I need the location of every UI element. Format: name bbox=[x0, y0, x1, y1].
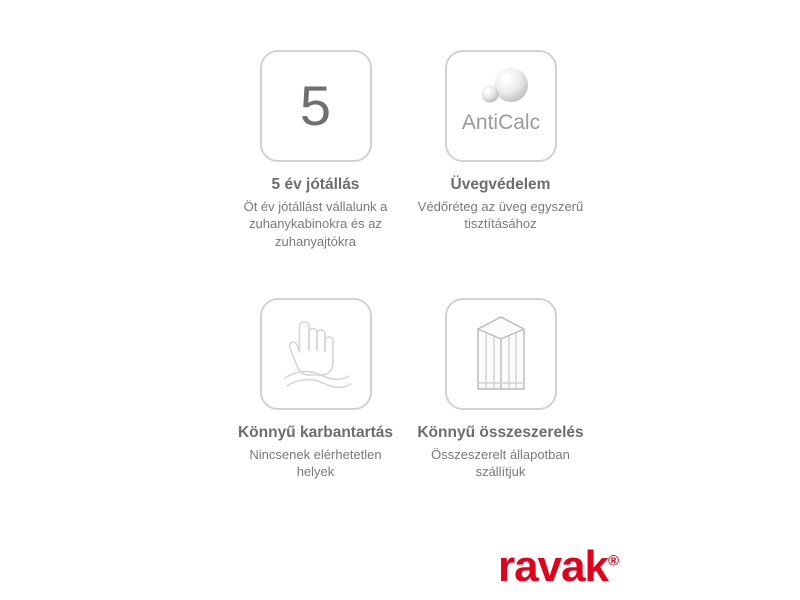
icon-box-easy-maintenance bbox=[260, 298, 372, 410]
feature-desc-easy-assembly: Összeszerelt állapotban szállítjuk bbox=[431, 446, 570, 480]
feature-title-easy-maintenance: Könnyű karbantartás bbox=[237, 424, 394, 442]
feature-easy-maintenance bbox=[228, 298, 403, 481]
feature-title-easy-assembly: Könnyű összeszerelés bbox=[417, 424, 584, 442]
anticalc-icon bbox=[453, 61, 549, 151]
feature-glass-protection bbox=[413, 50, 588, 250]
feature-warranty bbox=[228, 50, 403, 250]
icon-box-easy-assembly bbox=[445, 298, 557, 410]
registered-mark: ® bbox=[608, 552, 619, 570]
shower-cabin-icon bbox=[464, 311, 538, 397]
hand-wiping-icon bbox=[271, 312, 361, 396]
feature-row-1 bbox=[228, 50, 588, 250]
icon-box-glass-protection bbox=[445, 50, 557, 162]
feature-desc-easy-maintenance: Nincsenek elérhetetlen helyek bbox=[249, 446, 382, 480]
features-grid bbox=[228, 50, 588, 481]
feature-desc-glass-protection: Védőréteg az üveg egyszerű tisztításához bbox=[417, 198, 584, 232]
feature-easy-assembly bbox=[413, 298, 588, 481]
icon-box-warranty bbox=[260, 50, 372, 162]
ravak-logo bbox=[498, 542, 619, 591]
svg-text:AntiCalc: AntiCalc bbox=[461, 111, 540, 134]
feature-title-glass-protection: Üvegvédelem bbox=[450, 176, 551, 193]
number-5-icon: 5 bbox=[299, 74, 332, 137]
feature-title-warranty: 5 év jótállás bbox=[271, 176, 360, 193]
feature-desc-warranty: Öt év jótállást vállalunk a zuhanykabinokra és az zuhanyajtókra bbox=[243, 198, 388, 249]
brand-name: ravak bbox=[498, 542, 609, 591]
feature-row-2 bbox=[228, 298, 588, 481]
